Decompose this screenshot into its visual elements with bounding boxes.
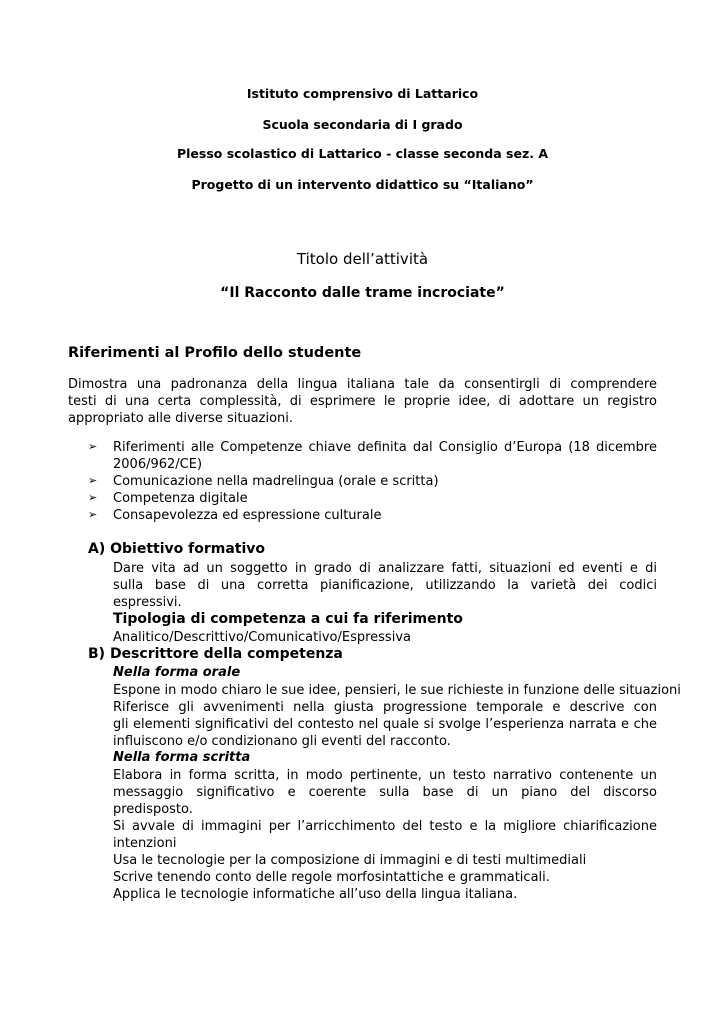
bullet-item: Consapevolezza ed espressione culturale <box>113 508 382 523</box>
scritta-line: messaggio significativo e coerente sulla base di un piano del discorso <box>113 785 657 800</box>
scritta-line: Si avvale di immagini per l’arricchimento del testo e la migliore chiarificazione <box>113 819 657 834</box>
profilo-line: Dimostra una padronanza della lingua italiana tale da consentirgli di comprendere <box>68 377 657 392</box>
scritta-line: Elabora in forma scritta, in modo pertinente, un testo narrativo contenente un <box>113 768 657 783</box>
orale-heading: Nella forma orale <box>113 665 241 680</box>
tipologia-heading: Tipologia di competenza a cui fa riferimento <box>113 611 463 627</box>
scritta-line: Usa le tecnologie per la composizione di immagini e di testi multimediali <box>113 853 587 868</box>
scritta-line: Applica le tecnologie informatiche all’uso della lingua italiana. <box>113 887 518 902</box>
orale-line: gli elementi significativi del contesto nel quale si svolge l’esperienza narrata e che <box>113 717 657 732</box>
activity-heading: Titolo dell’attività <box>296 250 429 268</box>
descrittore-heading: B) Descrittore della competenza <box>88 646 343 662</box>
scritta-line: predisposto. <box>113 802 193 817</box>
profilo-line: appropriato alle diverse situazioni. <box>68 411 294 426</box>
orale-line: Espone in modo chiaro le sue idee, pensieri, le sue richieste in funzione delle situazioni <box>113 683 681 698</box>
arrow-bullet-icon: ➢ <box>88 474 98 487</box>
bullet-item: Comunicazione nella madrelingua (orale e scritta) <box>113 474 439 489</box>
profilo-heading: Riferimenti al Profilo dello studente <box>68 345 362 361</box>
scritta-heading: Nella forma scritta <box>113 750 251 765</box>
scritta-line: intenzioni <box>113 836 177 851</box>
project-title: Progetto di un intervento didattico su “Italiano” <box>191 177 534 192</box>
obiettivo-line: espressivi. <box>113 595 182 610</box>
arrow-bullet-icon: ➢ <box>88 440 98 453</box>
arrow-bullet-icon: ➢ <box>88 508 98 521</box>
school-campus: Plesso scolastico di Lattarico - classe seconda sez. A <box>176 146 548 161</box>
scritta-line: Scrive tenendo conto delle regole morfosintattiche e grammaticali. <box>113 870 550 885</box>
arrow-bullet-icon: ➢ <box>88 491 98 504</box>
obiettivo-heading: A) Obiettivo formativo <box>88 541 266 557</box>
profilo-line: testi di una certa complessità, di esprimere le proprie idee, di adottare un registro <box>68 394 657 409</box>
orale-line: influiscono e/o condizionano gli eventi del racconto. <box>113 734 451 749</box>
obiettivo-line: Dare vita ad un soggetto in grado di analizzare fatti, situazioni ed eventi e di <box>113 561 657 576</box>
obiettivo-line: sulla base di una corretta pianificazione, utilizzando la varietà dei codici <box>113 578 657 593</box>
bullet-item: Competenza digitale <box>113 491 248 506</box>
school-name: Istituto comprensivo di Lattarico <box>246 86 479 101</box>
orale-line: Riferisce gli avvenimenti nella giusta progressione temporale e descrive con <box>113 700 657 715</box>
school-grade: Scuola secondaria di I grado <box>262 117 463 132</box>
tipologia-text: Analitico/Descrittivo/Comunicativo/Espressiva <box>113 630 411 645</box>
bullet-item: Riferimenti alle Competenze chiave definita dal Consiglio d’Europa (18 dicembre <box>113 440 657 455</box>
activity-title: “Il Racconto dalle trame incrociate” <box>220 285 505 301</box>
bullet-item-cont: 2006/962/CE) <box>113 457 203 472</box>
